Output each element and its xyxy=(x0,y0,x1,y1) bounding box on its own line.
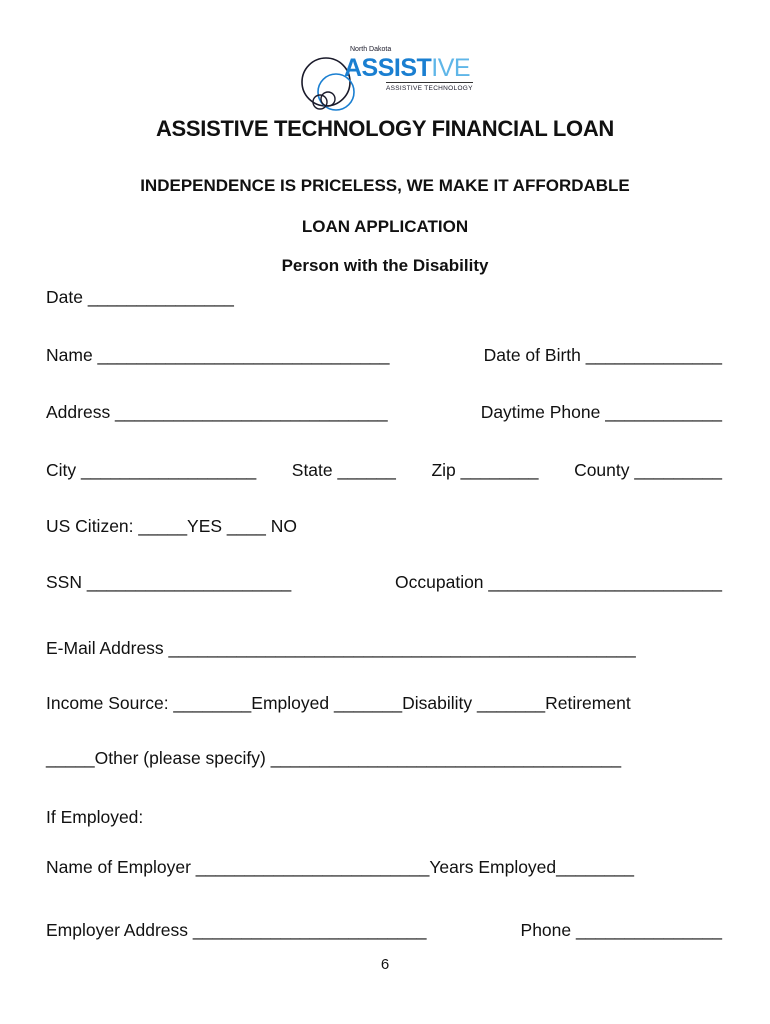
logo-main-text xyxy=(344,55,470,81)
logo-main-a: ASSIST xyxy=(344,54,432,82)
daytime-phone-field[interactable]: Daytime Phone ____________ xyxy=(480,402,722,422)
section-heading: Person with the Disability xyxy=(281,256,489,275)
state-field[interactable]: State ______ xyxy=(291,460,396,480)
address-field[interactable]: Address ____________________________ xyxy=(46,402,388,422)
city-field[interactable]: City __________________ xyxy=(46,460,257,480)
dob-field[interactable]: Date of Birth ______________ xyxy=(483,345,722,365)
employer-address-row xyxy=(46,920,722,941)
other-income-field[interactable]: _____Other (please specify) ____________________________________ xyxy=(46,748,622,768)
tagline: INDEPENDENCE IS PRICELESS, WE MAKE IT AFFORDABLE xyxy=(140,176,630,195)
name-row xyxy=(46,345,722,366)
page-title: ASSISTIVE TECHNOLOGY FINANCIAL LOAN xyxy=(155,116,615,141)
citizen-field[interactable]: US Citizen: _____YES ____ NO xyxy=(46,516,297,536)
city-row xyxy=(46,460,722,481)
name-field[interactable]: Name ______________________________ xyxy=(46,345,390,365)
assistive-logo xyxy=(298,44,478,112)
ssn-row xyxy=(46,572,722,593)
page-number: 6 xyxy=(380,956,390,973)
email-field[interactable]: E-Mail Address ________________________________________________ xyxy=(46,638,636,658)
zip-field[interactable]: Zip ________ xyxy=(431,460,539,480)
ssn-field[interactable]: SSN _____________________ xyxy=(46,572,292,592)
income-source-field[interactable]: Income Source: ________Employed _______Disability _______Retirement xyxy=(46,693,631,713)
date-field[interactable]: Date _______________ xyxy=(46,287,234,307)
employer-address-field[interactable]: Employer Address ________________________ xyxy=(46,920,427,940)
if-employed-label: If Employed: xyxy=(46,807,144,827)
employer-name-field[interactable]: Name of Employer ________________________Years Employed________ xyxy=(46,857,635,877)
employer-phone-field[interactable]: Phone _______________ xyxy=(520,920,722,940)
logo-sub-text: ASSISTIVE TECHNOLOGY xyxy=(386,82,473,92)
address-row xyxy=(46,402,722,423)
form-name: LOAN APPLICATION xyxy=(301,217,469,236)
county-field[interactable]: County _________ xyxy=(574,460,722,480)
logo-main-b: IVE xyxy=(431,54,471,82)
logo-top-text: North Dakota xyxy=(350,46,392,53)
occupation-field[interactable]: Occupation ________________________ xyxy=(395,572,722,592)
